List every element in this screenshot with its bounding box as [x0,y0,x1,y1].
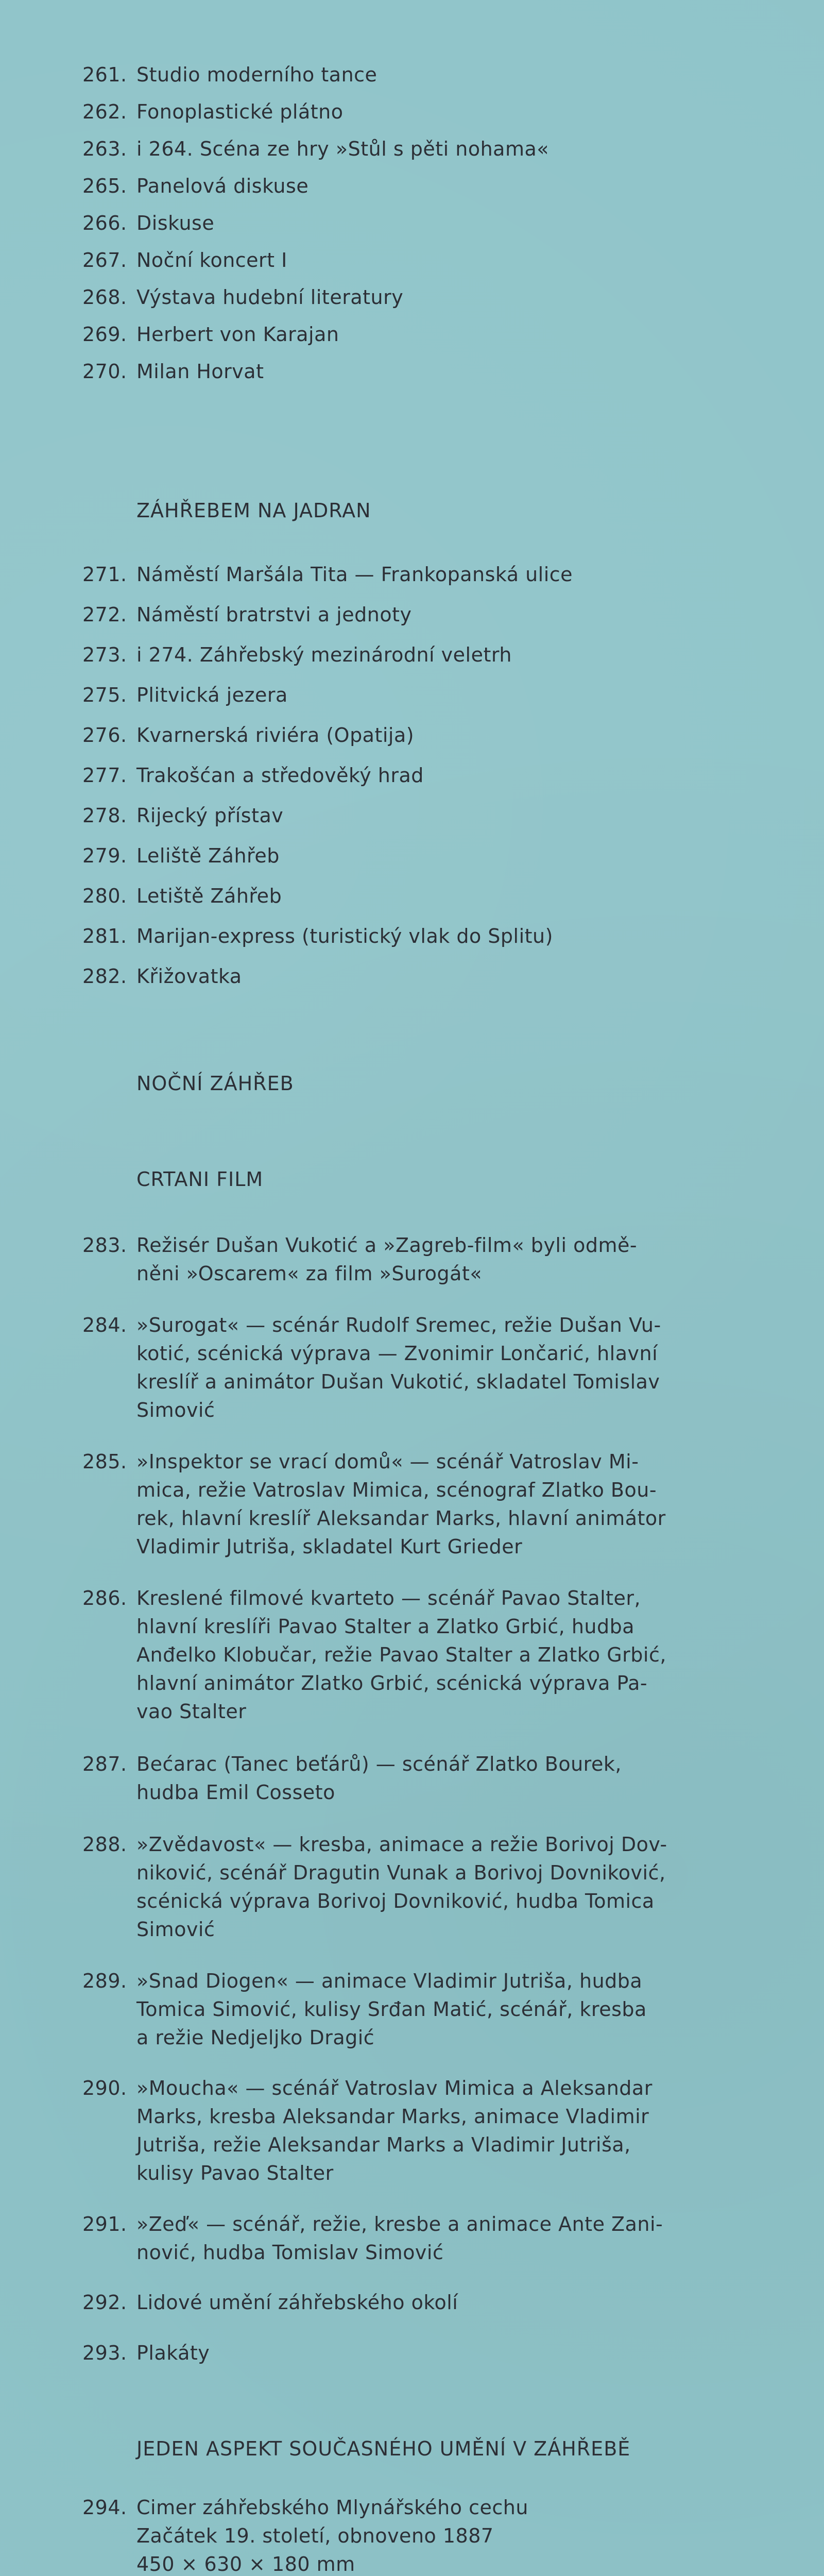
entry-line: 450 × 630 × 180 mm [136,2553,355,2575]
entry-line: Režisér Dušan Vukotić a »Zagreb-film« byli odmě- [136,1234,638,1257]
entry-text: Kvarnerská riviéra (Opatija) [136,724,415,747]
entry-text: i 274. Záhřebský mezinárodní veletrh [136,643,512,666]
entry-line: »Inspektor se vrací domů« — scénář Vatroslav Mi- [136,1450,639,1473]
entry-number: 285. [82,1450,127,1473]
entry-number: 284. [82,1314,127,1336]
entry-number: 292. [82,2291,127,2314]
entry-text [136,2074,747,2188]
entry-text [136,1750,747,1807]
entry-number: 270. [82,360,127,383]
entry-line: Marks, kresba Aleksandar Marks, animace Vladimir [136,2105,649,2128]
entry-number: 282. [82,965,127,988]
entry-line: něni »Oscarem« za film »Surogát« [136,1262,483,1285]
entry-text [136,1311,747,1425]
entry-line: Simović [136,1399,215,1421]
section-heading: CRTANI FILM [136,1168,264,1191]
entry-number: 293. [82,2342,127,2364]
entry-text [136,2339,747,2367]
entry-number: 288. [82,1833,127,1856]
entry-line: kotić, scénická výprava — Zvonimir Lončarić, hlavní [136,1342,658,1365]
entry-line: niković, scénář Dragutin Vunak a Borivoj Dovniković, [136,1861,666,1884]
entry-line: Plakáty [136,2342,210,2364]
entry-line: Cimer záhřebského Mlynářského cechu [136,2496,528,2519]
section-heading: JEDEN ASPEKT SOUČASNÉHO UMĚNÍ V ZÁHŘEBĚ [136,2437,631,2460]
entry-number: 289. [82,1970,127,1992]
entry-text [136,2289,747,2317]
entry-number: 262. [82,100,127,123]
entry-line: mica, režie Vatroslav Mimica, scénograf Zlatko Bou- [136,1479,657,1501]
entry-text: Fonoplastické plátno [136,100,344,123]
entry-number: 280. [82,885,127,907]
entry-number: 279. [82,844,127,867]
entry-line: »Zvědavost« — kresba, animace a režie Borivoj Dov- [136,1833,667,1856]
entry-number: 263. [82,138,127,160]
entry-text: Náměstí bratrstvi a jednoty [136,603,412,626]
entry-line: »Zeď« — scénář, režie, kresbe a animace Ante Zani- [136,2213,663,2235]
entry-number: 294. [82,2496,127,2519]
entry-line: Jutriša, režie Aleksandar Marks a Vladimir Jutriša, [136,2133,631,2156]
section-heading: ZÁHŘEBEM NA JADRAN [136,499,371,522]
entry-number: 286. [82,1587,127,1609]
entry-text [136,1831,747,1944]
entry-line: Tomica Simović, kulisy Srđan Matić, scénář, kresba [136,1998,647,2021]
entry-line: hudba Emil Cosseto [136,1781,335,1804]
entry-text: Letiště Záhřeb [136,885,282,907]
entry-text: Náměstí Maršála Tita — Frankopanská ulice [136,563,573,586]
entry-line: Simović [136,1918,215,1941]
entry-line: »Snad Diogen« — animace Vladimir Jutriša, hudba [136,1970,643,1992]
entry-text: Diskuse [136,212,215,234]
entry-number: 261. [82,63,127,86]
entry-number: 276. [82,724,127,747]
entry-text [136,1448,747,1561]
entry-number: 269. [82,323,127,346]
entry-number: 283. [82,1234,127,1257]
entry-number: 268. [82,286,127,309]
entry-text: Studio moderního tance [136,63,377,86]
entry-number: 277. [82,764,127,787]
entry-line: hlavní animátor Zlatko Grbić, scénická výprava Pa- [136,1672,648,1694]
entry-text: i 264. Scéna ze hry »Stůl s pěti nohama« [136,138,550,160]
entry-text: Noční koncert I [136,249,287,272]
entry-line: nović, hudba Tomislav Simović [136,2241,444,2264]
entry-number: 290. [82,2077,127,2099]
entry-line: scénická výprava Borivoj Dovniković, hudba Tomica [136,1890,655,1912]
entry-number: 275. [82,684,127,706]
entry-line: kreslíř a animátor Dušan Vukotić, skladatel Tomislav [136,1370,660,1393]
entry-text: Plitvická jezera [136,684,288,706]
entry-line: a režie Nedjeljko Dragić [136,2026,375,2049]
entry-line: vao Stalter [136,1700,247,1723]
entry-text [136,1231,747,1288]
entry-number: 267. [82,249,127,272]
entry-text: Herbert von Karajan [136,323,339,346]
entry-text: Leliště Záhřeb [136,844,280,867]
entry-text [136,1584,747,1726]
entry-number: 266. [82,212,127,234]
entry-number: 272. [82,603,127,626]
entry-text: Marijan-express (turistický vlak do Splitu) [136,925,553,947]
entry-line: »Surogat« — scénár Rudolf Sremec, režie Dušan Vu- [136,1314,661,1336]
entry-text: Milan Horvat [136,360,264,383]
entry-line: Začátek 19. století, obnoveno 1887 [136,2524,494,2547]
entry-text [136,2210,747,2267]
entry-line: Lidové umění záhřebského okolí [136,2291,458,2314]
section-heading: NOČNÍ ZÁHŘEB [136,1072,294,1095]
entry-number: 291. [82,2213,127,2235]
entry-number: 287. [82,1753,127,1775]
entry-number: 278. [82,804,127,827]
entry-line: »Moucha« — scénář Vatroslav Mimica a Aleksandar [136,2077,653,2099]
entry-number: 271. [82,563,127,586]
entry-text: Rijecký přístav [136,804,284,827]
entry-text: Křižovatka [136,965,242,988]
entry-line: rek, hlavní kreslíř Aleksandar Marks, hlavní animátor [136,1507,666,1530]
entry-line: Kreslené filmové kvarteto — scénář Pavao Stalter, [136,1587,641,1609]
entry-number: 273. [82,643,127,666]
entry-text: Panelová diskuse [136,175,309,197]
entry-line: Vladimir Jutriša, skladatel Kurt Grieder [136,1535,523,1558]
entry-number: 281. [82,925,127,947]
entry-text: Výstava hudební literatury [136,286,404,309]
entry-text: Trakošćan a středověký hrad [136,764,424,787]
entry-number: 265. [82,175,127,197]
entry-text [136,1967,747,2052]
entry-text [136,2494,747,2576]
entry-line: Bećarac (Tanec beťárů) — scénář Zlatko Bourek, [136,1753,622,1775]
entry-line: kulisy Pavao Stalter [136,2162,334,2184]
entry-line: Anđelko Klobučar, režie Pavao Stalter a Zlatko Grbić, [136,1643,666,1666]
entry-line: hlavní kreslíři Pavao Stalter a Zlatko Grbić, hudba [136,1615,635,1638]
